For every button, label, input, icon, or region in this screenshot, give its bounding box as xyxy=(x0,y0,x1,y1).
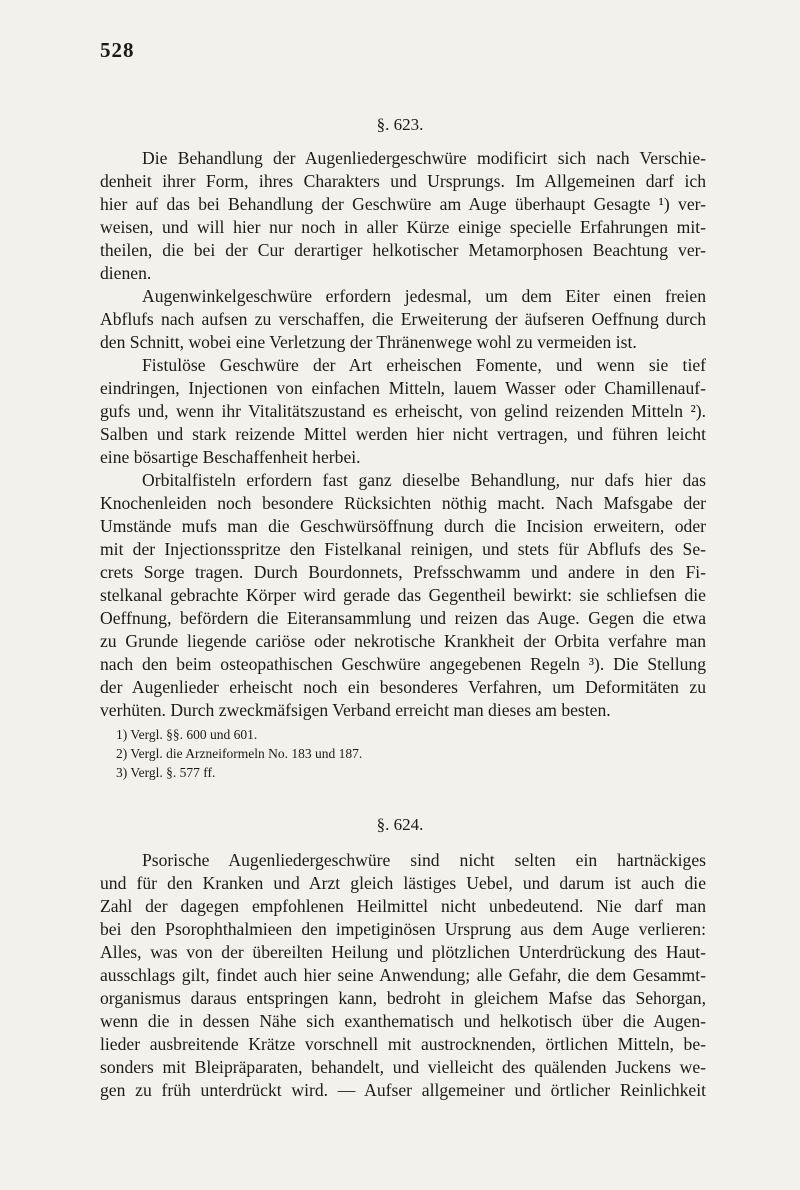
text-line: dienen. xyxy=(100,263,152,283)
text-line: der Augenlieder erheischt noch ein besonderes Verfahren, um Deformitäten zu xyxy=(100,677,706,697)
text-line: weisen, und will hier nur noch in aller Kürze einige specielle Erfahrungen mit- xyxy=(100,217,706,237)
section-heading-624: §. 624. xyxy=(376,815,424,834)
text-line: stelkanal gebrachte Körper wird gerade das Gegentheil bewirkt: sie schliefsen die xyxy=(100,585,706,605)
section-heading-623: §. 623. xyxy=(376,115,424,134)
text-line: Fistulöse Geschwüre der Art erheischen Fomente, und wenn sie tief xyxy=(142,355,706,375)
footnote: 3) Vergl. §. 577 ff. xyxy=(116,765,216,780)
text-line: und für den Kranken und Arzt gleich lästiges Uebel, und darum ist auch die xyxy=(100,873,706,893)
text-line: Knochenleiden noch besondere Rücksichten nöthig macht. Nach Mafsgabe der xyxy=(100,493,706,513)
text-line: gen zu früh unterdrückt wird. — Aufser allgemeiner und örtlicher Reinlichkeit xyxy=(100,1080,706,1100)
text-line: Umstände mufs man die Geschwürsöffnung durch die Incision erweitern, oder xyxy=(100,516,706,536)
text-line: Die Behandlung der Augenliedergeschwüre modificirt sich nach Verschie- xyxy=(142,148,706,168)
text-line: Augenwinkelgeschwüre erfordern jedesmal, um dem Eiter einen freien xyxy=(142,286,706,306)
text-line: mit der Injectionsspritze den Fistelkanal reinigen, und stets für Abflufs des Se- xyxy=(100,539,706,559)
text-line: verhüten. Durch zweckmäfsigen Verband erreicht man dieses am besten. xyxy=(100,700,611,720)
text-line: theilen, die bei der Cur derartiger helkotischer Metamorphosen Beachtung ver- xyxy=(100,240,706,260)
text-line: eindringen, Injectionen von einfachen Mitteln, lauem Wasser oder Chamillenauf- xyxy=(100,378,706,398)
text-line: gufs und, wenn ihr Vitalitätszustand es erheischt, von gelind reizenden Mitteln ²). xyxy=(100,401,706,421)
text-line: Alles, was von der übereilten Heilung und plötzlichen Unterdrückung des Haut- xyxy=(100,942,706,962)
text-line: lieder ausbreitende Krätze vorschnell mit austrocknenden, örtlichen Mitteln, be- xyxy=(100,1034,706,1054)
footnote: 1) Vergl. §§. 600 und 601. xyxy=(116,727,258,742)
text-line: bei den Psorophthalmieen den impetiginösen Ursprung aus dem Auge verlieren: xyxy=(100,919,706,939)
text-line: hier auf das bei Behandlung der Geschwüre am Auge überhaupt Gesagte ¹) ver- xyxy=(100,194,706,214)
text-line: Salben und stark reizende Mittel werden hier nicht vertragen, und führen leicht xyxy=(100,424,706,444)
text-line: Oeffnung, befördern die Eiteransammlung und reizen das Auge. Gegen die etwa xyxy=(100,608,706,628)
text-line: crets Sorge tragen. Durch Bourdonnets, Prefsschwamm und andere in den Fi- xyxy=(100,562,706,582)
text-line: Psorische Augenliedergeschwüre sind nicht selten ein hartnäckiges xyxy=(142,850,706,870)
text-line: denheit ihrer Form, ihres Charakters und Ursprungs. Im Allgemeinen darf ich xyxy=(100,171,706,191)
text-line: Orbitalfisteln erfordern fast ganz dieselbe Behandlung, nur dafs hier das xyxy=(142,470,706,490)
text-line: Abflufs nach aufsen zu verschaffen, die Erweiterung der äufseren Oeffnung durch xyxy=(100,309,706,329)
text-line: den Schnitt, wobei eine Verletzung der Thränenwege wohl zu vermeiden ist. xyxy=(100,332,637,352)
text-line: eine bösartige Beschaffenheit herbei. xyxy=(100,447,361,467)
text-line: nach den beim osteopathischen Geschwüre angegebenen Regeln ³). Die Stellung xyxy=(100,654,706,674)
text-line: ausschlags gilt, findet auch hier seine Anwendung; alle Gefahr, die dem Gesammt- xyxy=(100,965,706,985)
footnote: 2) Vergl. die Arzneiformeln No. 183 und 187. xyxy=(116,746,363,761)
text-line: organismus daraus entspringen kann, bedroht in gleichem Mafse das Sehorgan, xyxy=(100,988,706,1008)
text-line: Zahl der dagegen empfohlenen Heilmittel nicht unbedeutend. Nie darf man xyxy=(100,896,706,916)
text-line: wenn die in dessen Nähe sich exanthematisch und helkotisch über die Augen- xyxy=(100,1011,706,1031)
text-line: zu Grunde liegende cariöse oder nekrotische Krankheit der Orbita verfahre man xyxy=(100,631,706,651)
page-number: 528 xyxy=(100,38,135,62)
text-line: sonders mit Bleipräparaten, behandelt, und vielleicht des quälenden Juckens we- xyxy=(100,1057,706,1077)
